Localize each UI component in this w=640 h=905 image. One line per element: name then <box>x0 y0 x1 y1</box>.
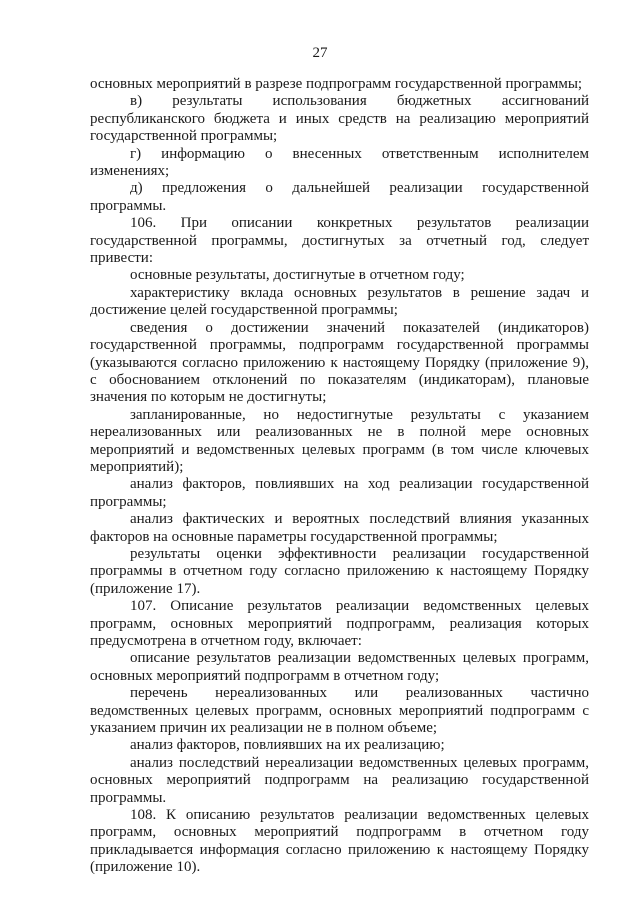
paragraph-107-item: перечень нереализованных или реализованных частично ведомственных целевых программ, основных мероприятий подпрограмм с указанием причин их реализации не в полном объеме; <box>90 685 589 737</box>
paragraph-item-g: г) информацию о внесенных ответственным исполнителем изменениях; <box>90 145 589 180</box>
page-body <box>90 76 589 877</box>
paragraph-106-item: основные результаты, достигнутые в отчетном году; <box>130 267 465 284</box>
paragraph-107-item: анализ последствий нереализации ведомственных целевых программ, основных мероприятий подпрограмм на реализацию государственной программы. <box>90 754 589 806</box>
paragraph-107-item: описание результатов реализации ведомственных целевых программ, основных мероприятий подпрограмм в отчетном году; <box>90 650 589 684</box>
paragraph-106-item: запланированные, но недостигнутые результаты с указанием нереализованных или реализованных не в полной мере основных мероприятий и ведомственных целевых программ (в том числе ключевых мероприятий); <box>90 406 589 475</box>
paragraph-106-item: результаты оценки эффективности реализации государственной программы в отчетном году согласно приложению к настоящему Порядку (приложение 17). <box>90 545 589 597</box>
paragraph-107-item: анализ факторов, повлиявших на их реализацию; <box>130 737 445 754</box>
paragraph-continuation: основных мероприятий в разрезе подпрограмм государственной программы; <box>90 76 583 92</box>
paragraph-item-v: в) результаты использования бюджетных ассигнований республиканского бюджета и иных средств на реализацию мероприятий государственной программы; <box>90 93 589 145</box>
paragraph-106-item: характеристику вклада основных результатов в решение задач и достижение целей государственной программы; <box>90 284 589 319</box>
paragraph-106: 106. При описании конкретных результатов реализации государственной программы, достигнутых за отчетный год, следует привести: <box>90 215 589 267</box>
paragraph-106-item: сведения о достижении значений показателей (индикаторов) государственной программы, подпрограмм государственной программы (указываются согласно приложению к настоящему Порядку (приложение 9), с обоснованием отклонений по показателям (индикаторам), плановые значения по которым не достигнуты; <box>90 319 589 406</box>
paragraph-106-item: анализ факторов, повлиявших на ход реализации государственной программы; <box>90 476 589 510</box>
page-number: 27 <box>312 45 328 61</box>
paragraph-item-d: д) предложения о дальнейшей реализации государственной программы. <box>90 180 589 214</box>
paragraph-107: 107. Описание результатов реализации ведомственных целевых программ, основных мероприятий подпрограмм, реализация которых предусмотрена в отчетном году, включает: <box>90 598 589 649</box>
paragraph-106-item: анализ фактических и вероятных последствий влияния указанных факторов на основные параметры государственной программы; <box>90 511 589 545</box>
paragraph-108: 108. К описанию результатов реализации ведомственных целевых программ, основных мероприятий подпрограмм в отчетном году прикладывается информация согласно приложению к настоящему Порядку (приложение 10). <box>90 807 589 876</box>
